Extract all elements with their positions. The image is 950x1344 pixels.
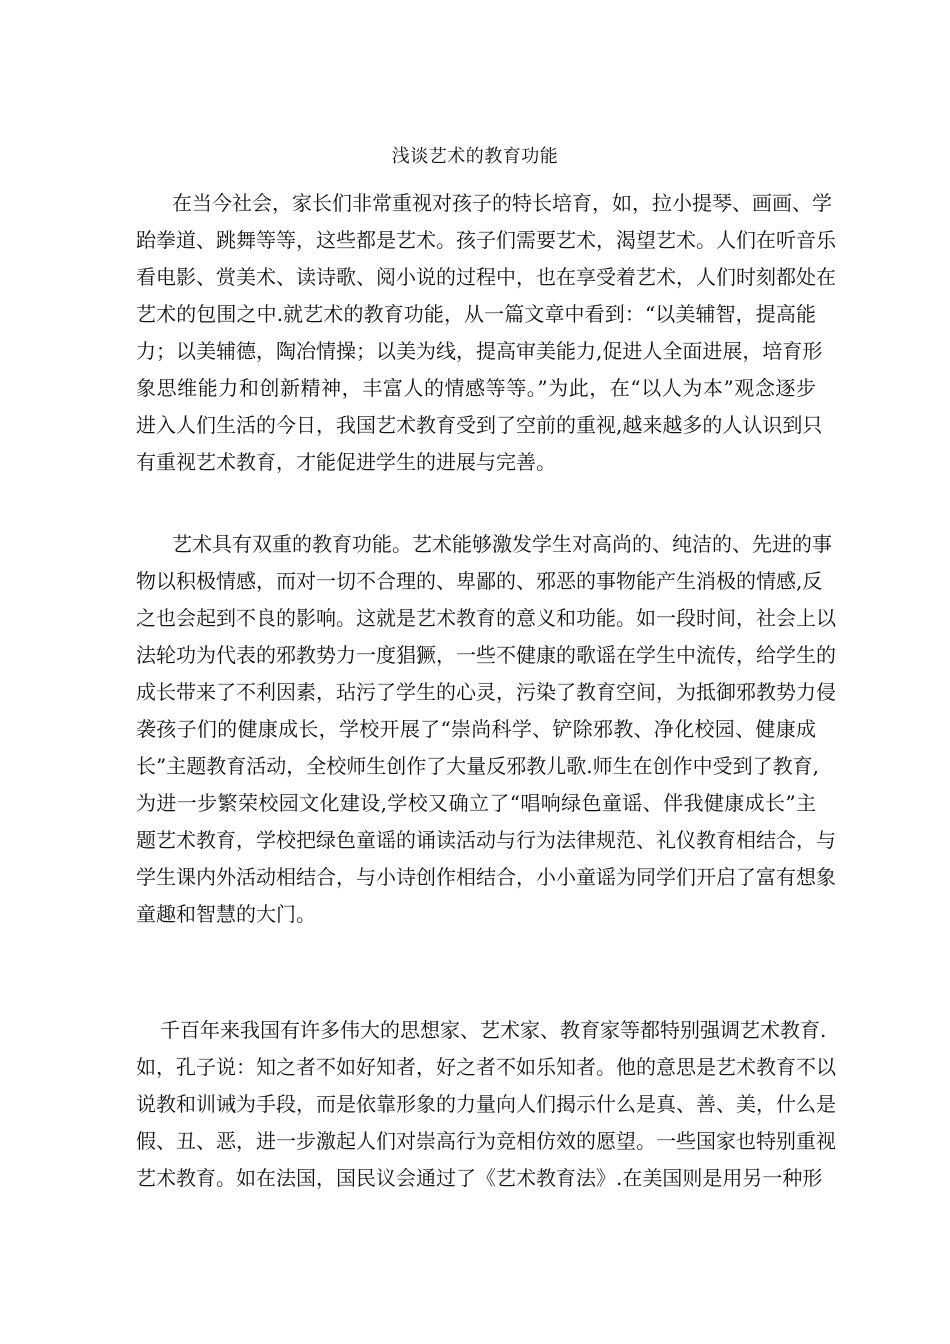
paragraph-line: 千百年来我国有许多伟大的思想家、艺术家、教育家等都特别强调艺术教育.	[160, 1018, 827, 1042]
paragraph-3	[136, 1012, 836, 1197]
paragraph-line: 学生课内外活动相结合，与小诗创作相结合，小小童谣为同学们开启了富有想象	[136, 865, 836, 889]
paragraph-line: 象思维能力和创新精神，丰富人的情感等等。”为此，在“以人为本”观念逐步	[136, 376, 816, 400]
paragraph-line: 法轮功为代表的邪教势力一度猖獗，一些不健康的歌谣在学生中流传，给学生的	[136, 643, 836, 667]
paragraph-line: 艺术具有双重的教育功能。艺术能够激发学生对高尚的、纯洁的、先进的事	[172, 532, 832, 556]
paragraph-line: 之也会起到不良的影响。这就是艺术教育的意义和功能。如一段时间，社会上以	[136, 606, 836, 630]
paragraph-line: 跆拳道、跳舞等等，这些都是艺术。孩子们需要艺术，渴望艺术。人们在听音乐	[136, 228, 836, 252]
paragraph-line: 袭孩子们的健康成长，学校开展了“崇尚科学、铲除邪教、净化校园、健康成	[136, 717, 816, 741]
paragraph-1	[136, 185, 836, 481]
paragraph-line: 题艺术教育，学校把绿色童谣的诵读活动与行为法律规范、礼仪教育相结合，与	[136, 828, 836, 852]
document-title: 浅谈艺术的教育功能	[391, 146, 559, 167]
paragraph-line: 有重视艺术教育，才能促进学生的进展与完善。	[136, 450, 556, 474]
paragraph-line: 成长带来了不利因素，玷污了学生的心灵，污染了教育空间，为抵御邪教势力侵	[136, 680, 836, 704]
paragraph-line: 力；以美辅德，陶冶情操；以美为线，提高审美能力,促进人全面进展，培育形	[136, 339, 823, 363]
paragraph-line: 说教和训诫为手段，而是依靠形象的力量向人们揭示什么是真、善、美，什么是	[136, 1092, 836, 1116]
paragraph-line: 艺术的包围之中.就艺术的教育功能，从一篇文章中看到：“以美辅智，提高能	[136, 302, 816, 326]
paragraph-line: 在当今社会，家长们非常重视对孩子的特长培育，如，拉小提琴、画画、学	[172, 191, 832, 215]
paragraph-line: 假、丑、恶，进一步激起人们对崇高行为竞相仿效的愿望。一些国家也特别重视	[136, 1129, 836, 1153]
paragraph-line: 为进一步繁荣校园文化建设,学校又确立了“唱响绿色童谣、伴我健康成长”主	[136, 791, 816, 815]
paragraph-2	[136, 526, 836, 933]
paragraph-line: 如，孔子说：知之者不如好知者，好之者不如乐知者。他的意思是艺术教育不以	[136, 1055, 836, 1079]
paragraph-line: 童趣和智慧的大门。	[136, 902, 316, 926]
paragraph-line: 看电影、赏美术、读诗歌、阅小说的过程中，也在享受着艺术，人们时刻都处在	[136, 265, 836, 289]
paragraph-line: 艺术教育。如在法国，国民议会通过了《艺术教育法》.在美国则是用另一种形	[136, 1166, 823, 1190]
paragraph-line: 物以积极情感，而对一切不合理的、卑鄙的、邪恶的事物能产生消极的情感,反	[136, 569, 823, 593]
paragraph-line: 长”主题教育活动，全校师生创作了大量反邪教儿歌.师生在创作中受到了教育,	[136, 754, 819, 778]
paragraph-line: 进入人们生活的今日，我国艺术教育受到了空前的重视,越来越多的人认识到只	[136, 413, 823, 437]
